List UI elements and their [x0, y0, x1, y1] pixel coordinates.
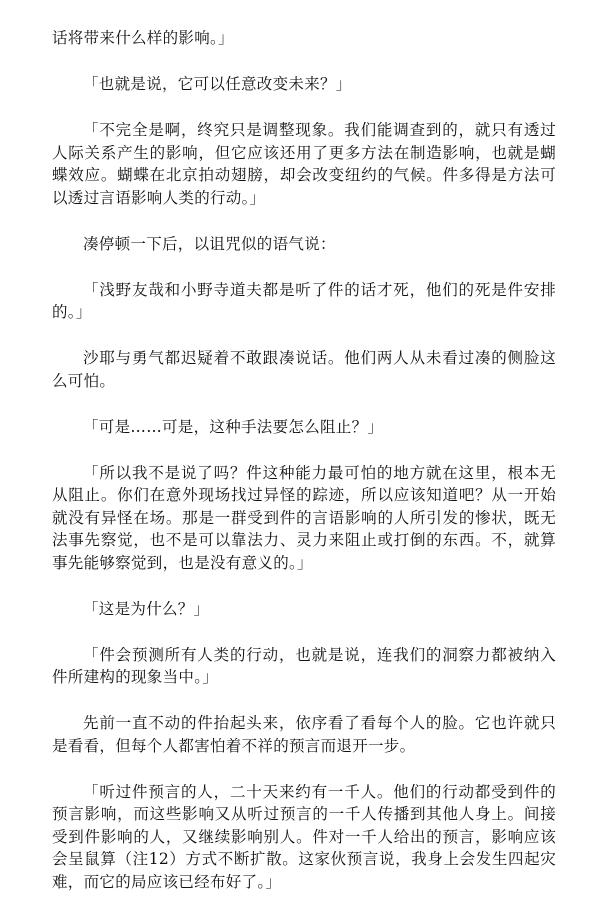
- paragraph-dialogue: 「浅野友哉和小野寺道夫都是听了件的话才死，他们的死是件安排的。」: [52, 280, 556, 321]
- page-text: [52, 27, 556, 917]
- paragraph-dialogue: 「听过件预言的人，二十天来约有一千人。他们的行动都受到件的预言影响，而这些影响又从听过预言的一千人传播到其他人身上。间接受到件影响的人，又继续影响别人。件对一千人给出的预言，影响应该会呈鼠算（注12）方式不断扩散。这家伙预言说，我身上会发生四起灾难，而它的局应该已经布好了。」: [52, 782, 556, 891]
- paragraph-dialogue: 「件会预测所有人类的行动，也就是说，连我们的洞察力都被纳入件所建构的现象当中。」: [52, 645, 556, 686]
- paragraph-dialogue: 「也就是说，它可以任意改变未来？」: [83, 75, 352, 93]
- paragraph-dialogue: 「不完全是啊，终究只是调整现象。我们能调查到的，就只有透过人际关系产生的影响，但它应该还用了更多方法在制造影响，也就是蝴蝶效应。蝴蝶在北京拍动翅膀，却会改变纽约的气候。件多得是方法可以透过言语影响人类的行动。」: [52, 121, 556, 207]
- paragraph-continuation: 话将带来什么样的影响。」: [52, 29, 234, 47]
- paragraph-dialogue: 「所以我不是说了吗？件这种能力最可怕的地方就在这里，根本无从阻止。你们在意外现场找过异怪的踪迹，所以应该知道吧？从一开始就没有异怪在场。那是一群受到件的言语影响的人所引发的惨状，既无法事先察觉，也不是可以靠法力、灵力来阻止或打倒的东西。不，就算事先能够察觉到，也是没有意义的。」: [52, 463, 556, 572]
- paragraph-narration: 先前一直不动的件抬起头来，依序看了看每个人的脸。它也许就只是看看，但每个人都害怕着不祥的预言而退开一步。: [52, 714, 556, 755]
- paragraph-narration: 沙耶与勇气都迟疑着不敢跟凑说话。他们两人从未看过凑的侧脸这么可怕。: [52, 349, 556, 390]
- paragraph-dialogue: 「可是……可是，这种手法要怎么阻止？」: [83, 417, 384, 436]
- paragraph-dialogue: 「这是为什么？」: [83, 599, 210, 618]
- paragraph-narration: 凑停顿一下后，以诅咒似的语气说：: [83, 234, 336, 253]
